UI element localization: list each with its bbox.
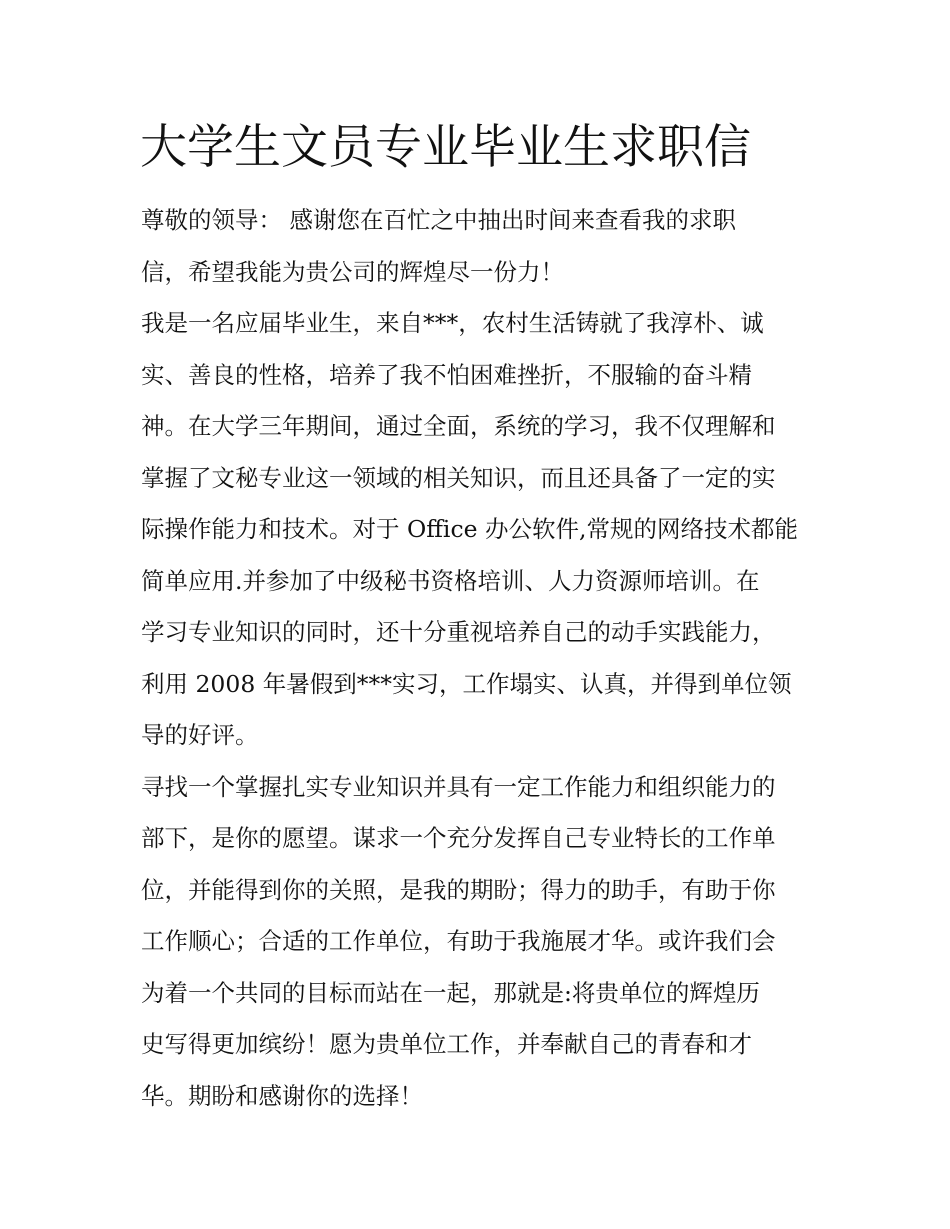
text-line: 际操作能力和技术。对于 Office 办公软件,常规的网络技术都能 xyxy=(141,515,798,543)
text-line: 神。在大学三年期间，通过全面，系统的学习，我不仅理解和 xyxy=(141,412,776,440)
text-line: 信，希望我能为贵公司的辉煌尽一份力！ xyxy=(141,257,564,286)
text-line: 工作顺心；合适的工作单位，有助于我施展才华。或许我们会 xyxy=(141,927,776,955)
text-line: 学习专业知识的同时，还十分重视培养自己的动手实践能力， xyxy=(141,618,776,646)
text-line: 尊敬的领导： 感谢您在百忙之中抽出时间来查看我的求职 xyxy=(141,206,736,234)
text-line: 简单应用.并参加了中级秘书资格培训、人力资源师培训。在 xyxy=(141,566,760,595)
text-line: 实、善良的性格，培养了我不怕困难挫折，不服输的奋斗精 xyxy=(141,360,752,389)
text-line: 导的好评。 xyxy=(141,721,259,749)
text-line: 寻找一个掌握扎实专业知识并具有一定工作能力和组织能力的 xyxy=(141,772,776,801)
text-line: 部下，是你的愿望。谋求一个充分发挥自己专业特长的工作单 xyxy=(141,824,776,852)
text-line: 史写得更加缤纷！愿为贵单位工作，并奉献自己的青春和才 xyxy=(141,1030,752,1058)
text-line: 位，并能得到你的关照，是我的期盼；得力的助手，有助于你 xyxy=(141,875,776,904)
document-title: 大学生文员专业毕业生求职信 xyxy=(140,120,751,175)
letter-body xyxy=(141,195,831,1122)
text-line: 利用 2008 年暑假到***实习，工作塌实、认真，并得到单位领 xyxy=(141,669,792,698)
text-line: 我是一名应届毕业生，来自***，农村生活铸就了我淳朴、诚 xyxy=(141,309,764,337)
text-line: 华。期盼和感谢你的选择！ xyxy=(141,1081,423,1110)
text-line: 掌握了文秘专业这一领域的相关知识，而且还具备了一定的实 xyxy=(141,463,776,492)
text-line: 为着一个共同的目标而站在一起，那就是:将贵单位的辉煌历 xyxy=(141,978,760,1007)
